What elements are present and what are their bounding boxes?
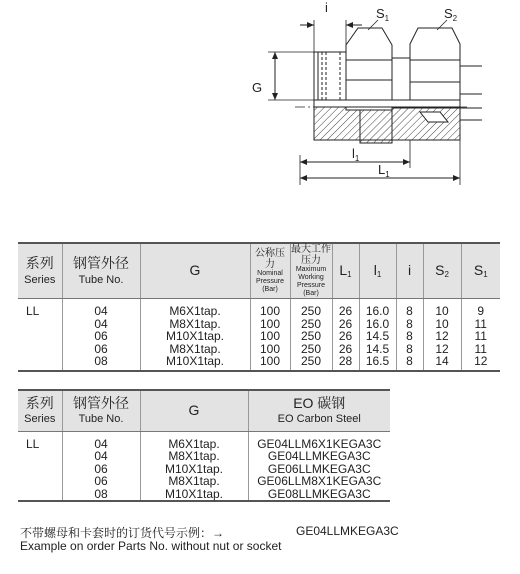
- cell-S2-list: 10 10 12 12 14: [423, 299, 461, 371]
- col-S1-header: $S_1$: [461, 243, 500, 299]
- col-series-header: 系列 Series: [18, 390, 62, 431]
- dim-s2-label: $S_2$: [444, 6, 458, 23]
- dimensions-table: [18, 242, 500, 372]
- col-max-working-pressure-header: 最大工作压力 Maximum Working Pressure (Bar): [291, 244, 331, 297]
- col-S2-header: $S_2$: [423, 243, 461, 299]
- dim-L1-label: $L_1$: [378, 162, 390, 179]
- cell-series: LL: [18, 299, 62, 371]
- cell-i-list: 8 8 8 8 8: [396, 299, 423, 371]
- fitting-drawing: [0, 0, 520, 230]
- col-l1-header: $l_1$: [359, 243, 396, 299]
- order-code-table: [18, 389, 390, 502]
- cell-L1-list: 26 26 26 26 28: [332, 299, 359, 371]
- col-L1-header: $L_1$: [332, 243, 359, 299]
- cell-l1-list: 16.0 16.0 14.5 14.5 16.5: [359, 299, 396, 371]
- col-i-header: i: [396, 243, 423, 299]
- dim-g-label: G: [252, 80, 263, 95]
- col-eo-carbon-steel-header: EO 碳钢 EO Carbon Steel: [248, 390, 390, 431]
- cell-S1-list: 9 11 11 11 12: [461, 299, 500, 371]
- col-tube-header: 钢管外径 Tube No.: [62, 390, 140, 431]
- order-example-note-cn: 不带螺母和卡套时的订货代号示例：→: [20, 526, 225, 540]
- dim-i-label: i: [325, 0, 328, 15]
- order-example-code: GE04LLMKEGA3C: [296, 524, 399, 538]
- order-example-note-en: Example on order Parts No. without nut or socket: [20, 539, 282, 553]
- cell-tube-list: 04 04 06 06 08: [62, 299, 140, 371]
- cell-nominal-list: 100 100 100 100 100: [250, 299, 290, 371]
- cell-series: LL: [18, 431, 62, 501]
- col-series-header: 系列 Series: [18, 243, 62, 299]
- col-g-header: G: [140, 390, 248, 431]
- col-nominal-pressure-header: 公称压力 Nominal Pressure (Bar): [250, 243, 290, 299]
- dim-l1-label: $l_1$: [352, 146, 360, 163]
- cell-tube-list: 04 04 06 06 08: [62, 431, 140, 501]
- col-tube-header: 钢管外径 Tube No.: [62, 243, 140, 299]
- cell-g-list: M6X1tap. M8X1tap. M10X1tap. M8X1tap. M10X1tap.: [140, 299, 250, 371]
- cell-code-list: GE04LLM6X1KEGA3C GE04LLMKEGA3C GE06LLMKEGA3C GE06LLM8X1KEGA3C GE08LLMKEGA3C: [248, 431, 390, 501]
- cell-maxwork-list: 250 250 250 250 250: [290, 299, 332, 371]
- col-g-header: G: [140, 243, 250, 299]
- dim-s1-label: $S_1$: [376, 6, 390, 23]
- cell-g-list: M6X1tap. M8X1tap. M10X1tap. M8X1tap. M10X1tap.: [140, 431, 248, 501]
